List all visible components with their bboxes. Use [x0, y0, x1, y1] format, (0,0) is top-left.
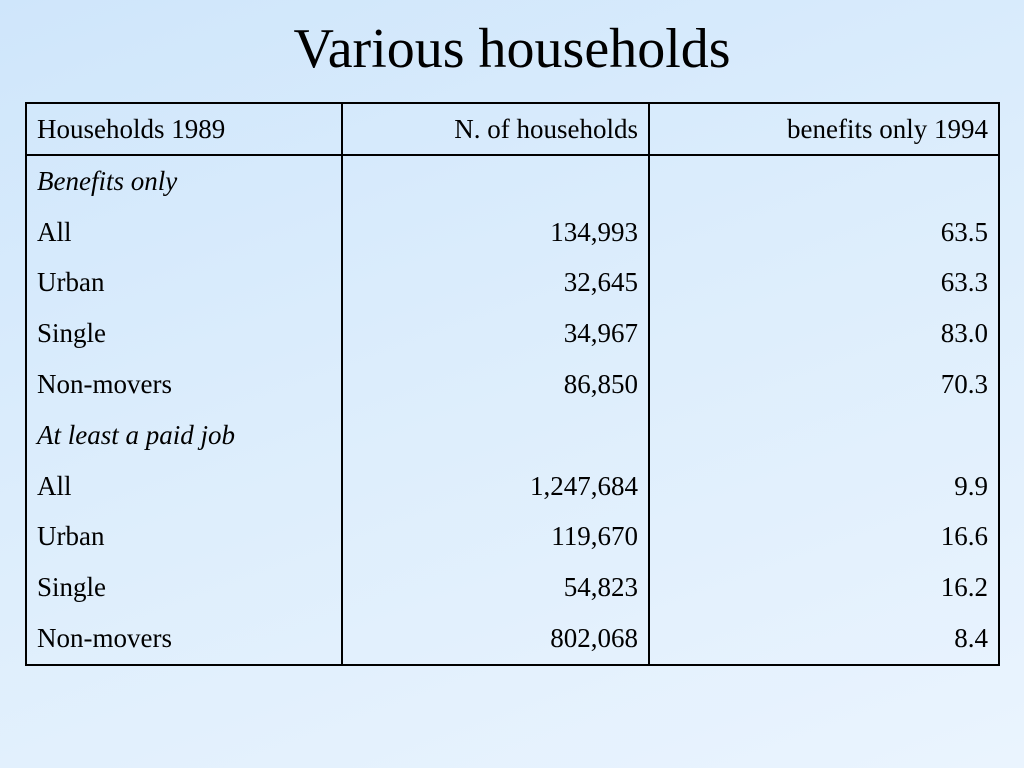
row-benefits: 16.2: [649, 562, 999, 613]
row-households: 86,850: [342, 359, 649, 410]
row-households: 54,823: [342, 562, 649, 613]
row-category: Single: [26, 308, 342, 359]
row-category: All: [26, 461, 342, 512]
table-row: [26, 461, 999, 512]
table-row: [26, 613, 999, 665]
row-benefits: 63.3: [649, 258, 999, 309]
row-category: Urban: [26, 512, 342, 563]
header-benefits-only-1994: benefits only 1994: [649, 103, 999, 155]
row-category: Urban: [26, 258, 342, 309]
row-benefits: 9.9: [649, 461, 999, 512]
row-benefits: 83.0: [649, 308, 999, 359]
row-households: 34,967: [342, 308, 649, 359]
households-table: [25, 102, 1000, 666]
table-row: [26, 359, 999, 410]
row-households: 802,068: [342, 613, 649, 665]
row-households: 32,645: [342, 258, 649, 309]
row-category: All: [26, 207, 342, 258]
row-benefits: 70.3: [649, 359, 999, 410]
row-households: 1,247,684: [342, 461, 649, 512]
table-row: [26, 512, 999, 563]
table-header-row: [26, 103, 999, 155]
group-row: [26, 410, 999, 461]
table-row: [26, 207, 999, 258]
row-benefits: 16.6: [649, 512, 999, 563]
row-benefits: 63.5: [649, 207, 999, 258]
group-label: At least a paid job: [26, 410, 342, 461]
row-category: Single: [26, 562, 342, 613]
row-benefits: 8.4: [649, 613, 999, 665]
header-n-of-households: N. of households: [342, 103, 649, 155]
group-row: [26, 155, 999, 207]
row-category: Non-movers: [26, 359, 342, 410]
header-households-1989: Households 1989: [26, 103, 342, 155]
table-row: [26, 562, 999, 613]
table-row: [26, 258, 999, 309]
row-category: Non-movers: [26, 613, 342, 665]
row-households: 119,670: [342, 512, 649, 563]
slide-title: Various households: [293, 18, 731, 80]
row-households: 134,993: [342, 207, 649, 258]
table-row: [26, 308, 999, 359]
group-label: Benefits only: [26, 155, 342, 207]
